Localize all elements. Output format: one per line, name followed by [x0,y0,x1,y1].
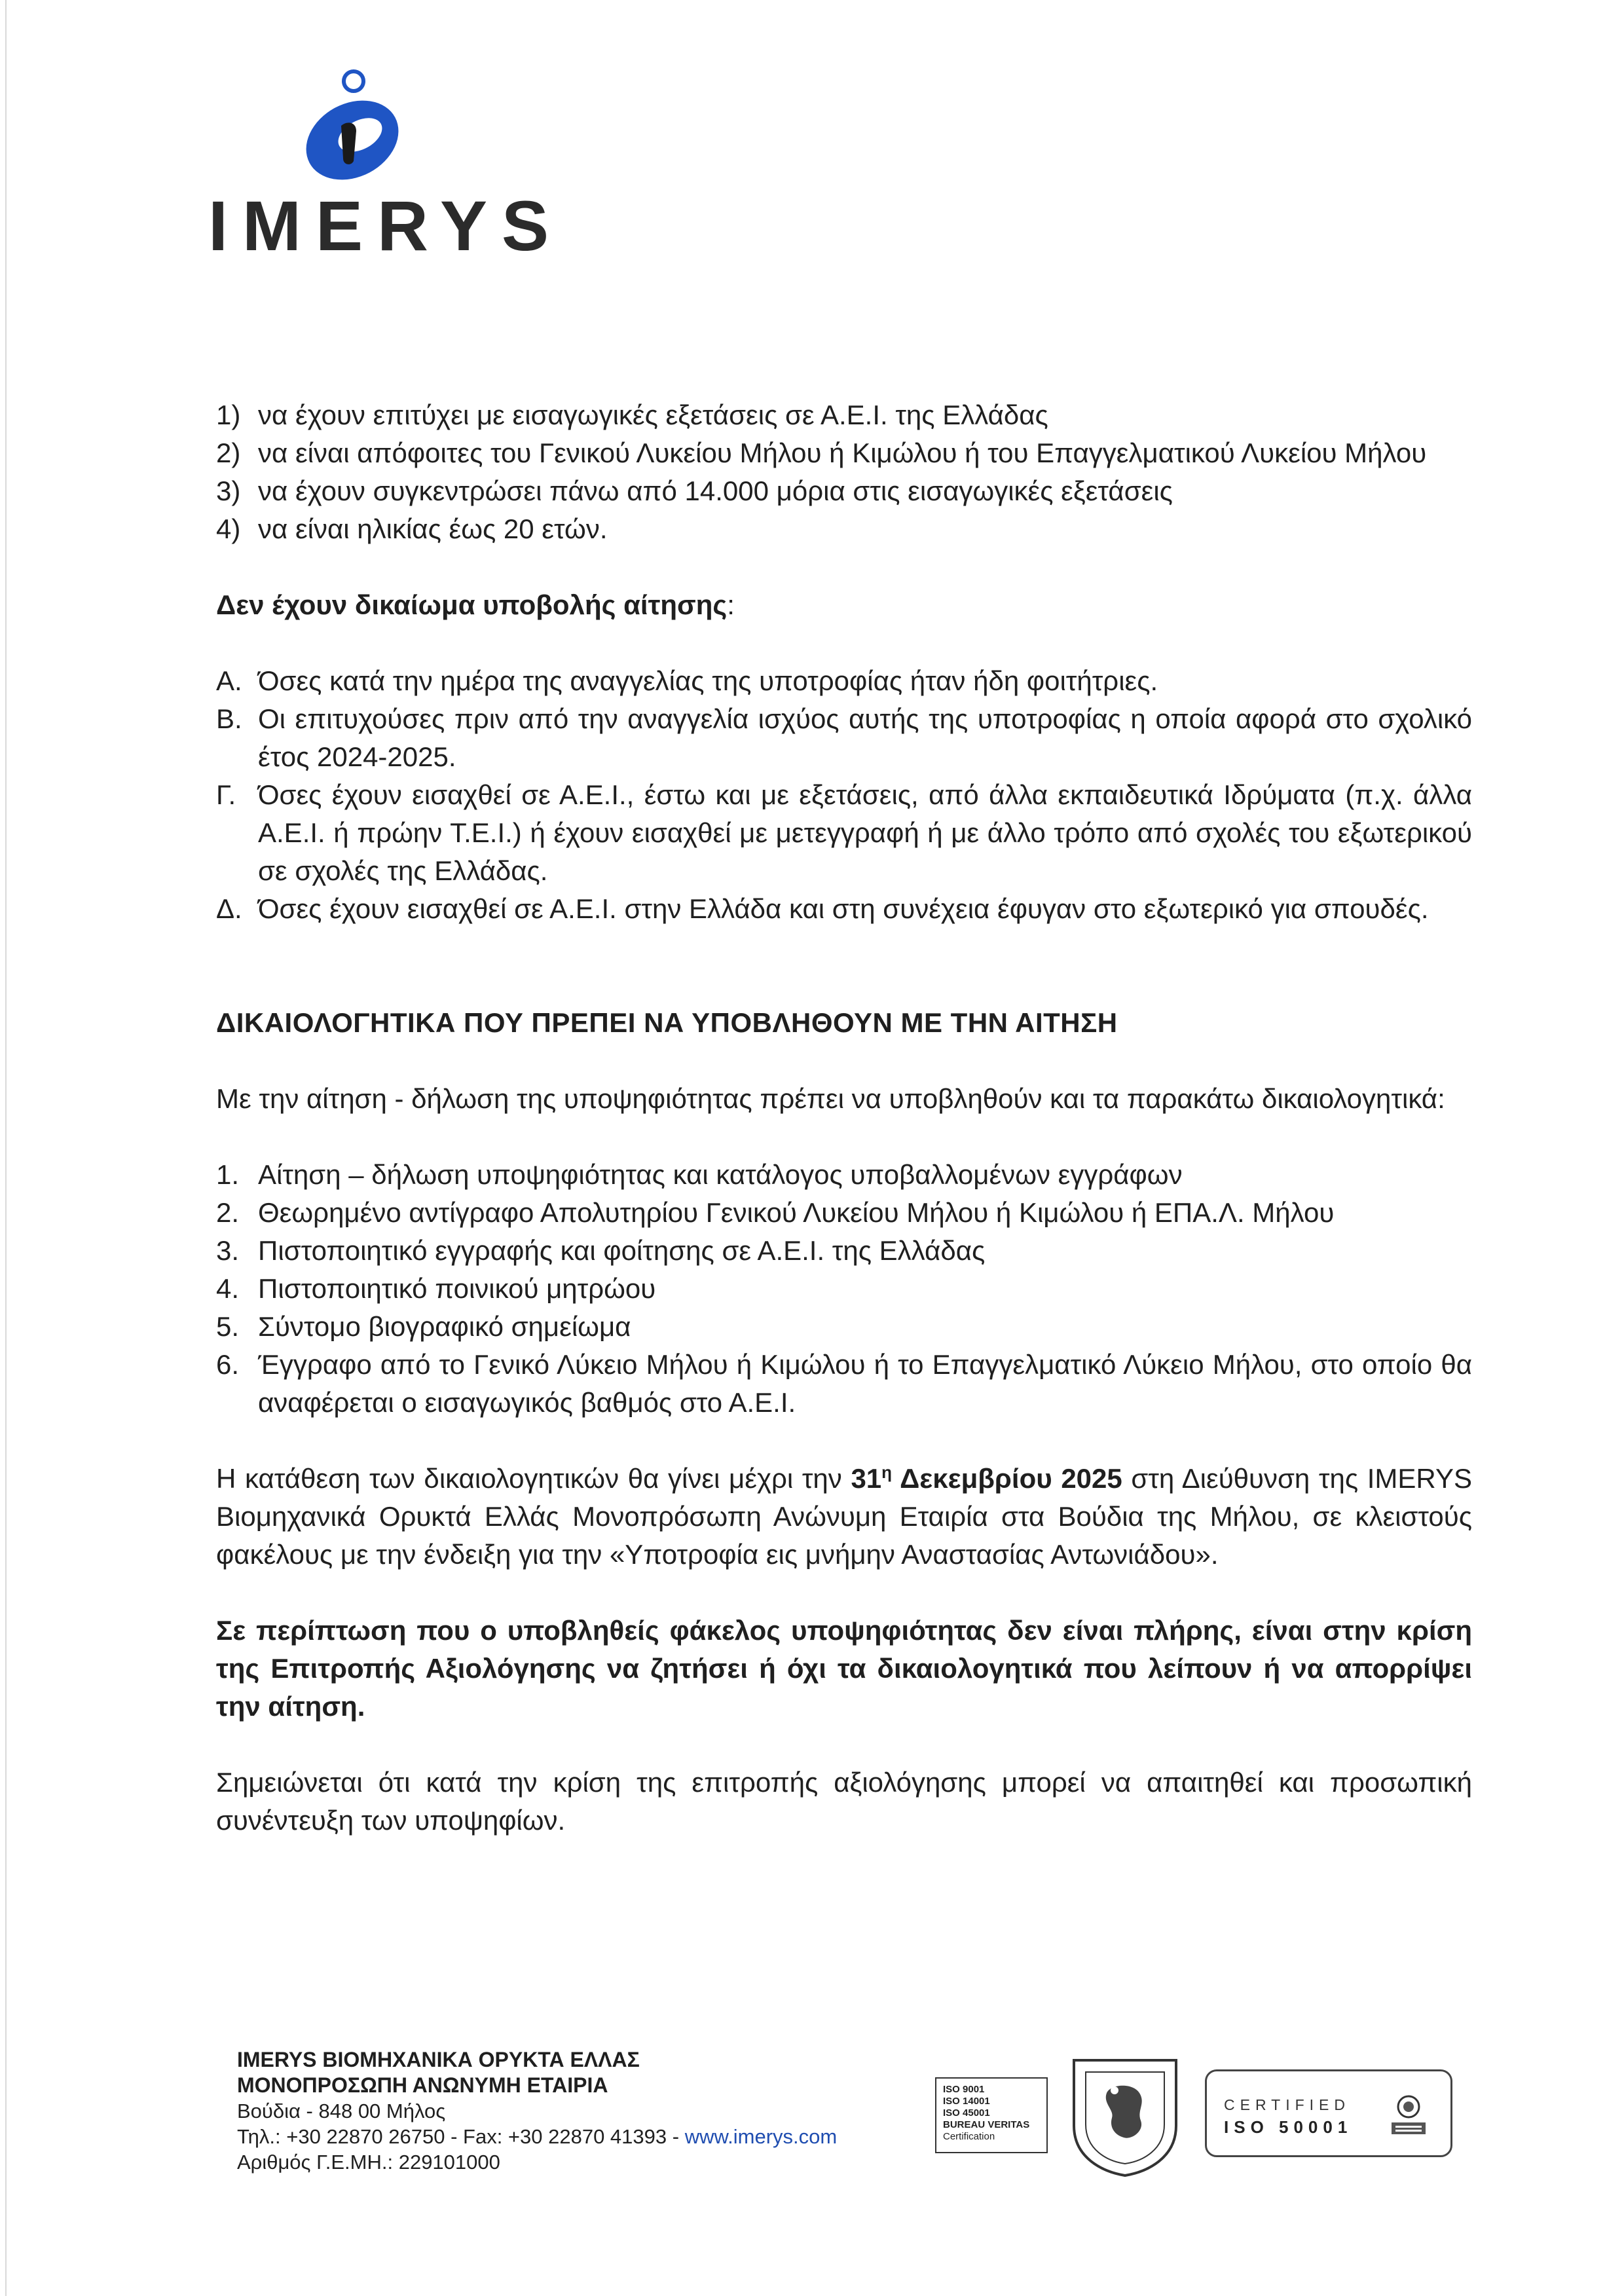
item-number: Α. [216,665,242,696]
interview-note: Σημειώνεται ότι κατά την κρίση της επιτροπής αξιολόγησης μπορεί να απαιτηθεί και προσωπική συνέντευξη των υποψηφίων. [216,1767,1472,1836]
item-text: να είναι ηλικίας έως 20 ετών. [258,513,608,544]
list-item [216,434,1472,472]
company-name-line1: IMERYS ΒΙΟΜΗΧΑΝΙΚΑ ΟΡΥΚΤΑ ΕΛΛΑΣ [237,2048,640,2071]
item-number: 5. [216,1311,240,1342]
deadline-paragraph: Η κατάθεση των δικαιολογητικών θα γίνει μέχρι την $31^\eta$ Δεκεμβρίου 2025 στη Διεύθυνση της IMERYS Βιομηχανικά Ορυκτά Ελλάς Μονοπρόσωπη Ανώνυμη Εταιρία στα Βούδια της Μήλου, σε κλειστούς φακέλους με την ένδειξη για την «Υποτροφία εις μνήμην Αναστασίας Αντωνιάδου». [216,1462,1473,1570]
certification-mark-icon [1382,2090,1435,2142]
documents-heading: ΔΙΚΑΙΟΛΟΓΗΤΙΚΑ ΠΟΥ ΠΡΕΠΕΙ ΝΑ ΥΠΟΒΛΗΘΟΥΝ ΜΕ ΤΗΝ ΑΙΤΗΣΗ [216,1007,1118,1038]
list-item [216,890,1472,928]
no-right-heading: Δεν έχουν δικαίωμα υποβολής αίτησης: [216,589,735,620]
list-item [216,510,1472,548]
company-website-link[interactable]: www.imerys.com [684,2125,838,2148]
item-text: Όσες κατά την ημέρα της αναγγελίας της υποτροφίας ήταν ήδη φοιτήτριες. [258,665,1158,696]
item-number: 4. [216,1273,240,1304]
iso-50001-certified-badge: CERTIFIED ISO 50001 [1205,2069,1452,2157]
company-address: Βούδια - 848 00 Μήλος [237,2100,446,2122]
company-registry: Αριθμός Γ.Ε.ΜΗ.: 229101000 [237,2151,500,2174]
item-number: Δ. [216,893,242,924]
list-item [216,1194,1472,1232]
item-number: Γ. [216,779,236,810]
list-item [216,1270,1472,1308]
list-item [216,1232,1472,1270]
company-name-line2: ΜΟΝΟΠΡΟΣΩΠΗ ΑΝΩΝΥΜΗ ΕΤΑΙΡΙΑ [237,2073,608,2097]
imerys-logo-mark [208,63,523,187]
list-item [216,1346,1472,1422]
footer-company-info [237,2047,957,2175]
item-number: 1) [216,399,241,430]
item-text: Πιστοποιητικό εγγραφής και φοίτησης σε Α.Ε.Ι. της Ελλάδας [258,1235,986,1266]
list-item [216,700,1472,776]
bureau-veritas-seal-icon [1063,2047,1187,2178]
item-text: Θεωρημένο αντίγραφο Απολυτηρίου Γενικού Λυκείου Μήλου ή Κιμώλου ή ΕΠΑ.Λ. Μήλου [258,1197,1335,1228]
incomplete-notice: Σε περίπτωση που ο υποβληθείς φάκελος υποψηφιότητας δεν είναι πλήρης, είναι στην κρίση της Επιτροπής Αξιολόγησης να ζητήσει ή όχι τα δικαιολογητικά που λείπουν ή να απορρίψει την αίτηση. [216,1615,1472,1722]
eligibility-list [216,396,1472,548]
company-contact: Τηλ.: +30 22870 26750 - Fax: +30 22870 41393 - www.imerys.com [237,2125,838,2148]
item-text: Πιστοποιητικό ποινικού μητρώου [258,1273,656,1304]
list-item [216,776,1472,890]
item-number: 1. [216,1159,240,1190]
item-text: Όσες έχουν εισαχθεί σε Α.Ε.Ι., έστω και με εξετάσεις, από άλλα εκπαιδευτικά Ιδρύματα (π.χ. άλλα Α.Ε.Ι. ή πρώην Τ.Ε.Ι.) ή έχουν εισαχθεί με μετεγγραφή ή με άλλο τρόπο από σχολές του εξωτερικού σε σχολές της Ελλάδας. [258,779,1472,886]
item-number: 4) [216,513,241,544]
list-item [216,472,1472,510]
item-text: Όσες έχουν εισαχθεί σε Α.Ε.Ι. στην Ελλάδα και στη συνέχεια έφυγαν στο εξωτερικό για σπουδές. [258,893,1429,924]
item-number: 6. [216,1349,240,1380]
item-number: 2. [216,1197,240,1228]
item-text: Έγγραφο από το Γενικό Λύκειο Μήλου ή Κιμώλου ή το Επαγγελματικό Λύκειο Μήλου, στο οποίο θα αναφέρεται ο εισαγωγικός βαθμός στο Α.Ε.Ι. [258,1349,1472,1418]
list-item [216,662,1472,700]
documents-intro: Με την αίτηση - δήλωση της υποψηφιότητας πρέπει να υποβληθούν και τα παρακάτω δικαιολογητικά: [216,1083,1445,1114]
exclusions-list [216,662,1472,928]
document-body [216,396,1472,1840]
item-text: Αίτηση – δήλωση υποψηφιότητας και κατάλογος υποβαλλομένων εγγράφων [258,1159,1183,1190]
item-number: 2) [216,437,241,468]
item-text: να είναι απόφοιτες του Γενικού Λυκείου Μήλου ή Κιμώλου ή του Επαγγελματικού Λυκείου Μήλου [258,437,1427,468]
item-text: να έχουν επιτύχει με εισαγωγικές εξετάσεις σε Α.Ε.Ι. της Ελλάδας [258,399,1048,430]
list-item [216,396,1472,434]
logo-wordmark: IMERYS [208,186,564,265]
documents-list [216,1156,1472,1422]
item-text: Σύντομο βιογραφικό σημείωμα [258,1311,631,1342]
item-text: να έχουν συγκεντρώσει πάνω από 14.000 μόρια στις εισαγωγικές εξετάσεις [258,475,1173,506]
item-text: Οι επιτυχούσες πριν από την αναγγελία ισχύος αυτής της υποτροφίας η οποία αφορά στο σχολικό έτος 2024-2025. [258,703,1472,772]
bureau-veritas-iso-box: ISO 9001 ISO 14001 ISO 45001 BUREAU VERITAS Certification [935,2077,1048,2153]
imerys-logo [208,63,564,272]
list-item [216,1308,1472,1346]
list-item [216,1156,1472,1194]
page-edge-line [5,0,7,2296]
item-number: Β. [216,703,242,734]
item-number: 3. [216,1235,240,1266]
item-number: 3) [216,475,241,506]
